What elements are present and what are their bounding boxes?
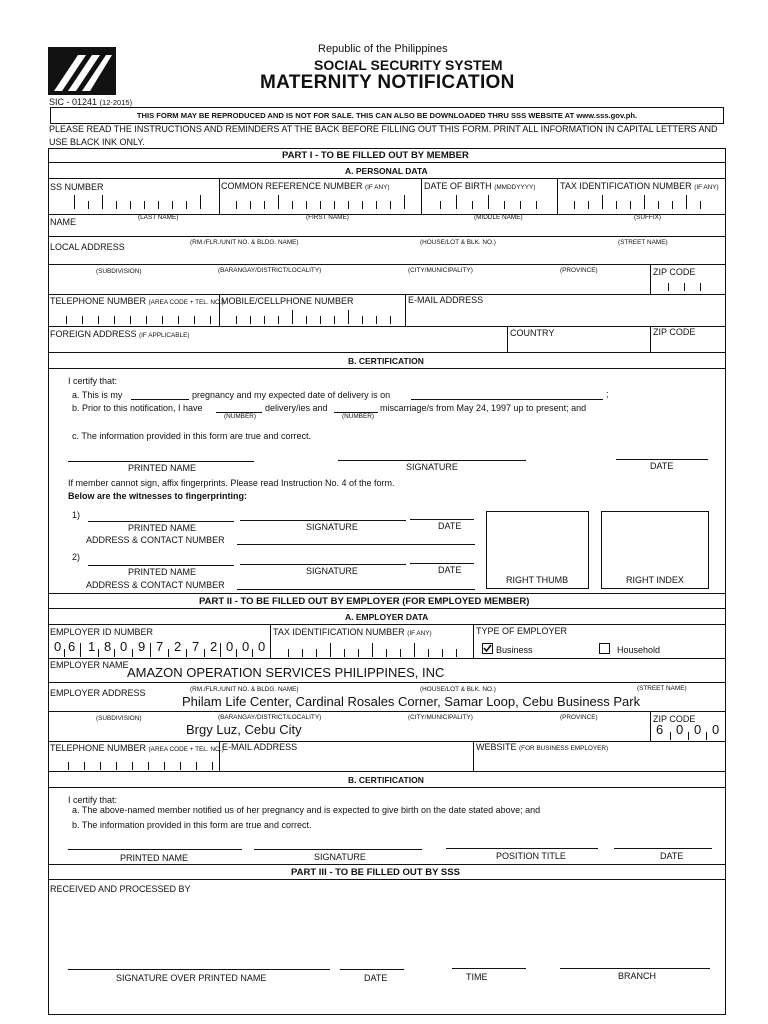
employer-zip-value[interactable]: 6 0 0 0 <box>656 722 720 737</box>
sss-branch-label: BRANCH <box>618 971 657 981</box>
zip-boxes[interactable] <box>652 279 722 291</box>
witness-2-printed-name-label: PRINTED NAME <box>128 567 197 577</box>
instructions-line-1: PLEASE READ THE INSTRUCTIONS AND REMINDERS AT THE BACK BEFORE FILLING OUT THIS FORM. PRINT ALL INFORMATION IN CAPITAL LETTERS AND <box>49 124 718 134</box>
cert-a-text: pregnancy and my expected date of delivery is on <box>192 390 391 400</box>
sss-logo <box>48 47 116 95</box>
witnesses-heading: Below are the witnesses to fingerprinting: <box>68 491 248 501</box>
employer-zip-boxes <box>656 728 724 740</box>
witness-1-address-label: ADDRESS & CONTACT NUMBER <box>86 535 225 545</box>
employer-id-boxes <box>54 645 268 657</box>
dob-label: DATE OF BIRTH (MMDDYYYY) <box>424 181 536 191</box>
telephone-boxes[interactable] <box>58 312 218 324</box>
witness-2-number: 2) <box>72 552 81 562</box>
right-index-label: RIGHT INDEX <box>626 575 684 585</box>
dob-boxes[interactable] <box>424 197 554 209</box>
emp-date-label: DATE <box>660 851 684 861</box>
mobile-boxes[interactable] <box>222 312 404 324</box>
part1-title: PART I - TO BE FILLED OUT BY MEMBER <box>282 150 469 161</box>
member-printed-name-label: PRINTED NAME <box>128 463 197 473</box>
sss-signature-label: SIGNATURE OVER PRINTED NAME <box>116 973 267 983</box>
ss-number-label: SS NUMBER <box>50 182 104 192</box>
employer-id-value[interactable]: 0 6 1 8 0 9 7 2 7 2 0 0 0 <box>54 639 266 654</box>
employer-name-value[interactable]: AMAZON OPERATION SERVICES PHILIPPINES, INC <box>127 665 445 680</box>
emp-cert-b: b. The information provided in this form are true and correct. <box>72 820 312 830</box>
part2-section-b: B. CERTIFICATION <box>348 775 424 785</box>
employer-name-label: EMPLOYER NAME <box>50 660 129 670</box>
employer-address-line1[interactable]: Philam Life Center, Cardinal Rosales Corner, Samar Loop, Cebu Business Park <box>182 694 641 709</box>
employer-email-label: E-MAIL ADDRESS <box>222 742 298 752</box>
emp-signature-label: SIGNATURE <box>314 852 366 862</box>
member-date-label: DATE <box>650 461 674 471</box>
last-name-hint: (LAST NAME) <box>138 214 179 221</box>
tin-label: TAX IDENTIFICATION NUMBER (IF ANY) <box>560 181 719 191</box>
certify-label: I certify that: <box>68 376 118 386</box>
crn-label: COMMON REFERENCE NUMBER (IF ANY) <box>221 181 390 191</box>
business-label: Business <box>496 645 533 655</box>
emp-house-lot-hint: (HOUSE/LOT & BLK. NO.) <box>420 686 496 693</box>
check-icon <box>483 644 492 653</box>
part1-section-a: A. PERSONAL DATA <box>345 166 428 176</box>
sss-date-label: DATE <box>364 973 388 983</box>
mobile-label: MOBILE/CELLPHONE NUMBER <box>221 296 354 306</box>
employer-telephone-label: TELEPHONE NUMBER (AREA CODE + TEL. NO.) <box>50 743 224 753</box>
name-label: NAME <box>50 217 77 227</box>
employer-tin-boxes[interactable] <box>274 645 470 657</box>
emp-province-hint: (PROVINCE) <box>560 714 598 721</box>
employer-telephone-boxes[interactable] <box>52 758 218 770</box>
street-hint: (STREET NAME) <box>618 239 668 246</box>
emp-subdivision-hint: (SUBDIVISION) <box>96 715 142 722</box>
form-code: SIC - 01241 (12-2015) <box>49 97 133 107</box>
barangay-hint: (BARANGAY/DISTRICT/LOCALITY) <box>218 267 322 274</box>
website-label: WEBSITE (FOR BUSINESS EMPLOYER) <box>476 742 609 752</box>
witness-2-address-label: ADDRESS & CONTACT NUMBER <box>86 580 225 590</box>
emp-street-hint: (STREET NAME) <box>637 685 687 692</box>
email-label: E-MAIL ADDRESS <box>408 295 484 305</box>
part1-section-b: B. CERTIFICATION <box>348 356 424 366</box>
witness-2-date-label: DATE <box>438 565 462 575</box>
witness-2-signature-label: SIGNATURE <box>306 566 358 576</box>
emp-cert-a: a. The above-named member notified us of her pregnancy and is expected to give birth on the date stated above; and <box>72 805 541 815</box>
house-lot-hint: (HOUSE/LOT & BLK. NO.) <box>420 239 496 246</box>
household-checkbox[interactable] <box>599 643 610 654</box>
emp-zip-label: ZIP CODE <box>653 714 696 724</box>
cert-a-prefix: a. This is my <box>72 390 123 400</box>
tin-boxes[interactable] <box>560 197 720 209</box>
emp-printed-name-label: PRINTED NAME <box>120 853 189 863</box>
emp-rm-flr-hint: (RM./FLR./UNIT NO. & BLDG. NAME) <box>190 686 299 693</box>
part2-title: PART II - TO BE FILLED OUT BY EMPLOYER (FOR EMPLOYED MEMBER) <box>199 596 530 607</box>
agency-name: SOCIAL SECURITY SYSTEM <box>314 57 503 73</box>
business-checkbox[interactable] <box>482 643 493 654</box>
instructions-line-2: USE BLACK INK ONLY. <box>49 137 145 147</box>
cert-b-suffix: miscarriage/s from May 24, 1997 up to present; and <box>380 403 587 413</box>
emp-barangay-hint: (BARANGAY/DISTRICT/LOCALITY) <box>218 714 322 721</box>
form-title: MATERNITY NOTIFICATION <box>260 72 515 93</box>
employer-tin-label: TAX IDENTIFICATION NUMBER (IF ANY) <box>273 627 432 637</box>
employer-address-label: EMPLOYER ADDRESS <box>50 688 146 698</box>
crn-boxes[interactable] <box>222 197 418 209</box>
foreign-zip-label: ZIP CODE <box>653 327 696 337</box>
foreign-address-label: FOREIGN ADDRESS (IF APPLICABLE) <box>50 329 190 339</box>
subdivision-hint: (SUBDIVISION) <box>96 268 142 275</box>
received-label: RECEIVED AND PROCESSED BY <box>50 884 191 894</box>
fingerprint-note: If member cannot sign, affix fingerprints. Please read Instruction No. 4 of the form. <box>68 478 395 488</box>
ss-number-boxes[interactable] <box>60 197 210 209</box>
employer-address-line2[interactable]: Brgy Luz, Cebu City <box>186 722 302 737</box>
middle-name-hint: (MIDDLE NAME) <box>474 214 523 221</box>
part2-section-a: A. EMPLOYER DATA <box>345 612 429 622</box>
country-label: COUNTRY <box>510 328 555 338</box>
employer-id-label: EMPLOYER ID NUMBER <box>50 627 154 637</box>
witness-1-signature-label: SIGNATURE <box>306 522 358 532</box>
sss-time-label: TIME <box>466 972 488 982</box>
reproduction-notice: THIS FORM MAY BE REPRODUCED AND IS NOT FOR SALE. THIS CAN ALSO BE DOWNLOADED THRU SSS WEBSITE AT www.sss.gov.ph. <box>50 107 724 124</box>
telephone-label: TELEPHONE NUMBER (AREA CODE + TEL. NO.) <box>50 296 224 306</box>
part3-title: PART III - TO BE FILLED OUT BY SSS <box>291 867 460 878</box>
witness-1-printed-name-label: PRINTED NAME <box>128 523 197 533</box>
member-signature-label: SIGNATURE <box>406 462 458 472</box>
number-hint-2: (NUMBER) <box>342 413 374 420</box>
number-hint-1: (NUMBER) <box>224 413 256 420</box>
zip-label: ZIP CODE <box>653 267 696 277</box>
emp-position-label: POSITION TITLE <box>496 851 566 861</box>
right-thumb-label: RIGHT THUMB <box>506 575 569 585</box>
employer-type-label: TYPE OF EMPLOYER <box>476 626 568 636</box>
suffix-hint: (SUFFIX) <box>634 214 661 221</box>
cert-b-prefix: b. Prior to this notification, I have <box>72 403 203 413</box>
republic-label: Republic of the Philippines <box>318 43 448 55</box>
emp-certify-label: I certify that: <box>68 795 118 805</box>
cert-b-mid: delivery/ies and <box>265 403 328 413</box>
city-hint: (CITY/MUNICIPALITY) <box>408 267 473 274</box>
rm-flr-hint: (RM./FLR./UNIT NO. & BLDG. NAME) <box>190 239 299 246</box>
witness-1-number: 1) <box>72 510 81 520</box>
witness-1-date-label: DATE <box>438 521 462 531</box>
cert-c-text: c. The information provided in this form are true and correct. <box>72 431 311 441</box>
first-name-hint: (FIRST NAME) <box>306 214 349 221</box>
household-label: Household <box>617 645 661 655</box>
province-hint: (PROVINCE) <box>560 267 598 274</box>
emp-city-hint: (CITY/MUNICIPALITY) <box>408 714 473 721</box>
local-address-label: LOCAL ADDRESS <box>50 242 125 252</box>
